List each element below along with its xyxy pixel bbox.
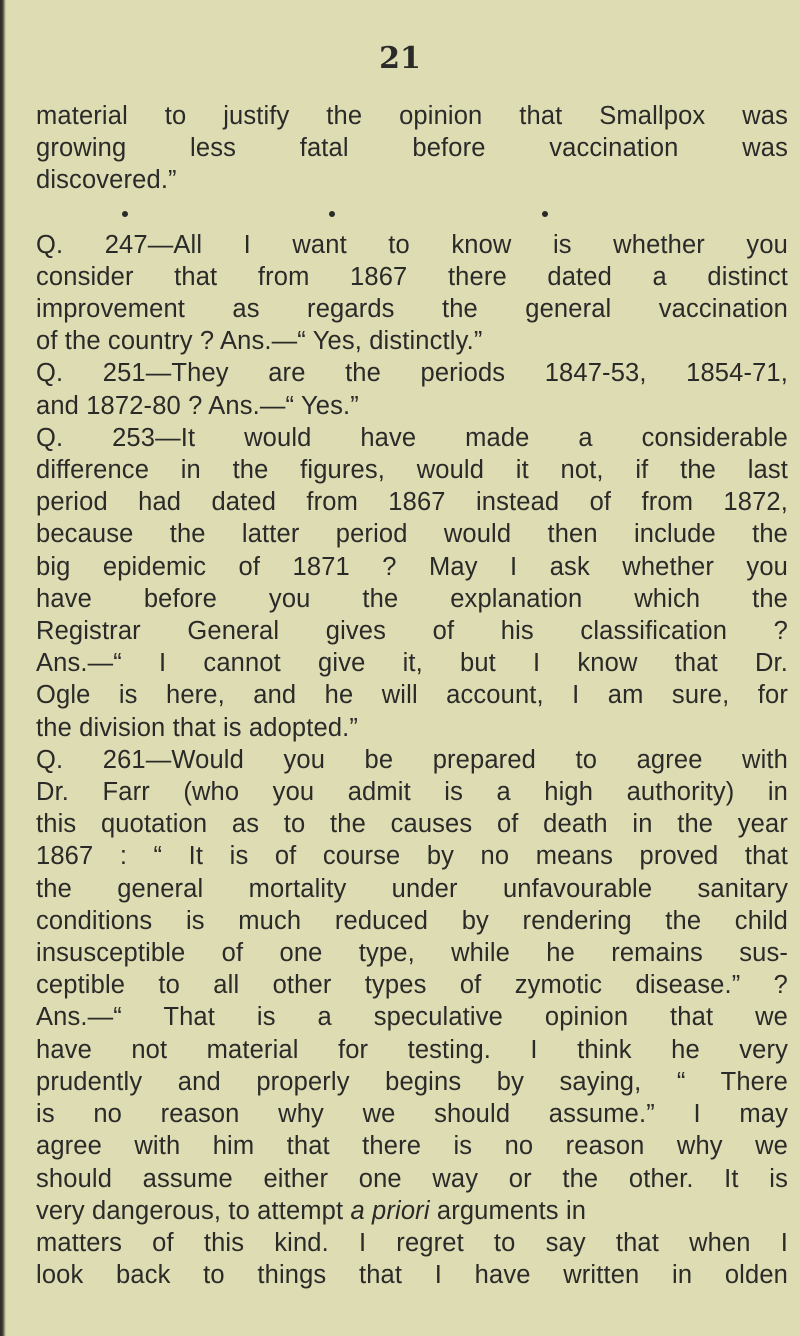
text-line: Ans.—“ I cannot give it, but I know that Dr. xyxy=(36,649,788,678)
text-line: Q. 261—Would you be prepared to agree with xyxy=(36,745,788,774)
text-line: improvement as regards the general vaccination xyxy=(36,295,788,324)
text-line: growing less fatal before vaccination was xyxy=(36,134,788,163)
text-line: look back to things that I have written in olden xyxy=(36,1261,788,1290)
text-segment: very dangerous, to attempt xyxy=(36,1196,351,1225)
text-line: have not material for testing. I think he very xyxy=(36,1035,788,1064)
page-body-text xyxy=(36,100,788,1291)
text-line: period had dated from 1867 instead of from 1872, xyxy=(36,488,788,517)
text-line: Registrar General gives of his classification ? xyxy=(36,617,788,646)
ellipsis-dot xyxy=(329,211,335,217)
ellipsis-dot xyxy=(122,211,128,217)
text-line: Q. 251—They are the periods 1847-53, 1854-71, xyxy=(36,359,788,388)
page-number: 21 xyxy=(379,41,421,76)
text-line: of the country ? Ans.—“ Yes, distinctly.” xyxy=(36,327,483,356)
text-line: Ogle is here, and he will account, I am sure, for xyxy=(36,681,788,710)
text-line: Dr. Farr (who you admit is a high authority) in xyxy=(36,778,788,807)
text-line: Q. 247—All I want to know is whether you xyxy=(36,230,788,259)
text-segment: arguments in xyxy=(429,1196,587,1225)
text-line: material to justify the opinion that Smallpox was xyxy=(36,102,788,130)
page-binding-edge xyxy=(0,0,6,1336)
text-line: because the latter period would then include the xyxy=(36,520,788,549)
text-line: 1867 : “ It is of course by no means proved that xyxy=(36,842,788,871)
text-line: should assume either one way or the other. It is xyxy=(36,1164,788,1193)
text-line: big epidemic of 1871 ? May I ask whether you xyxy=(36,552,788,581)
text-line: discovered.” xyxy=(36,166,177,195)
text-line: insusceptible of one type, while he remains sus- xyxy=(36,939,788,968)
text-line: have before you the explanation which the xyxy=(36,584,788,613)
text-line: difference in the figures, would it not, if the last xyxy=(36,456,788,485)
text-line: Ans.—“ That is a speculative opinion that we xyxy=(36,1003,788,1032)
text-line: consider that from 1867 there dated a distinct xyxy=(36,262,788,291)
ellipsis-separator xyxy=(36,197,788,229)
text-line: this quotation as to the causes of death in the year xyxy=(36,810,788,839)
text-line: Q. 253—It would have made a considerable xyxy=(36,423,788,452)
text-line: and 1872-80 ? Ans.—“ Yes.” xyxy=(36,391,359,420)
ellipsis-dot xyxy=(542,211,548,217)
text-line: is no reason why we should assume.” I may xyxy=(36,1100,788,1129)
text-line: ceptible to all other types of zymotic disease.” ? xyxy=(36,971,788,1000)
text-line: the division that is adopted.” xyxy=(36,713,359,742)
text-line: matters of this kind. I regret to say that when I xyxy=(36,1228,788,1257)
text-line: the general mortality under unfavourable sanitary xyxy=(36,874,788,903)
text-line: conditions is much reduced by rendering the child xyxy=(36,906,788,935)
text-line: agree with him that there is no reason why we xyxy=(36,1132,788,1161)
italic-phrase: a priori xyxy=(350,1196,430,1225)
text-line-with-italic xyxy=(36,1195,788,1227)
text-line: prudently and properly begins by saying, “ There xyxy=(36,1067,788,1096)
